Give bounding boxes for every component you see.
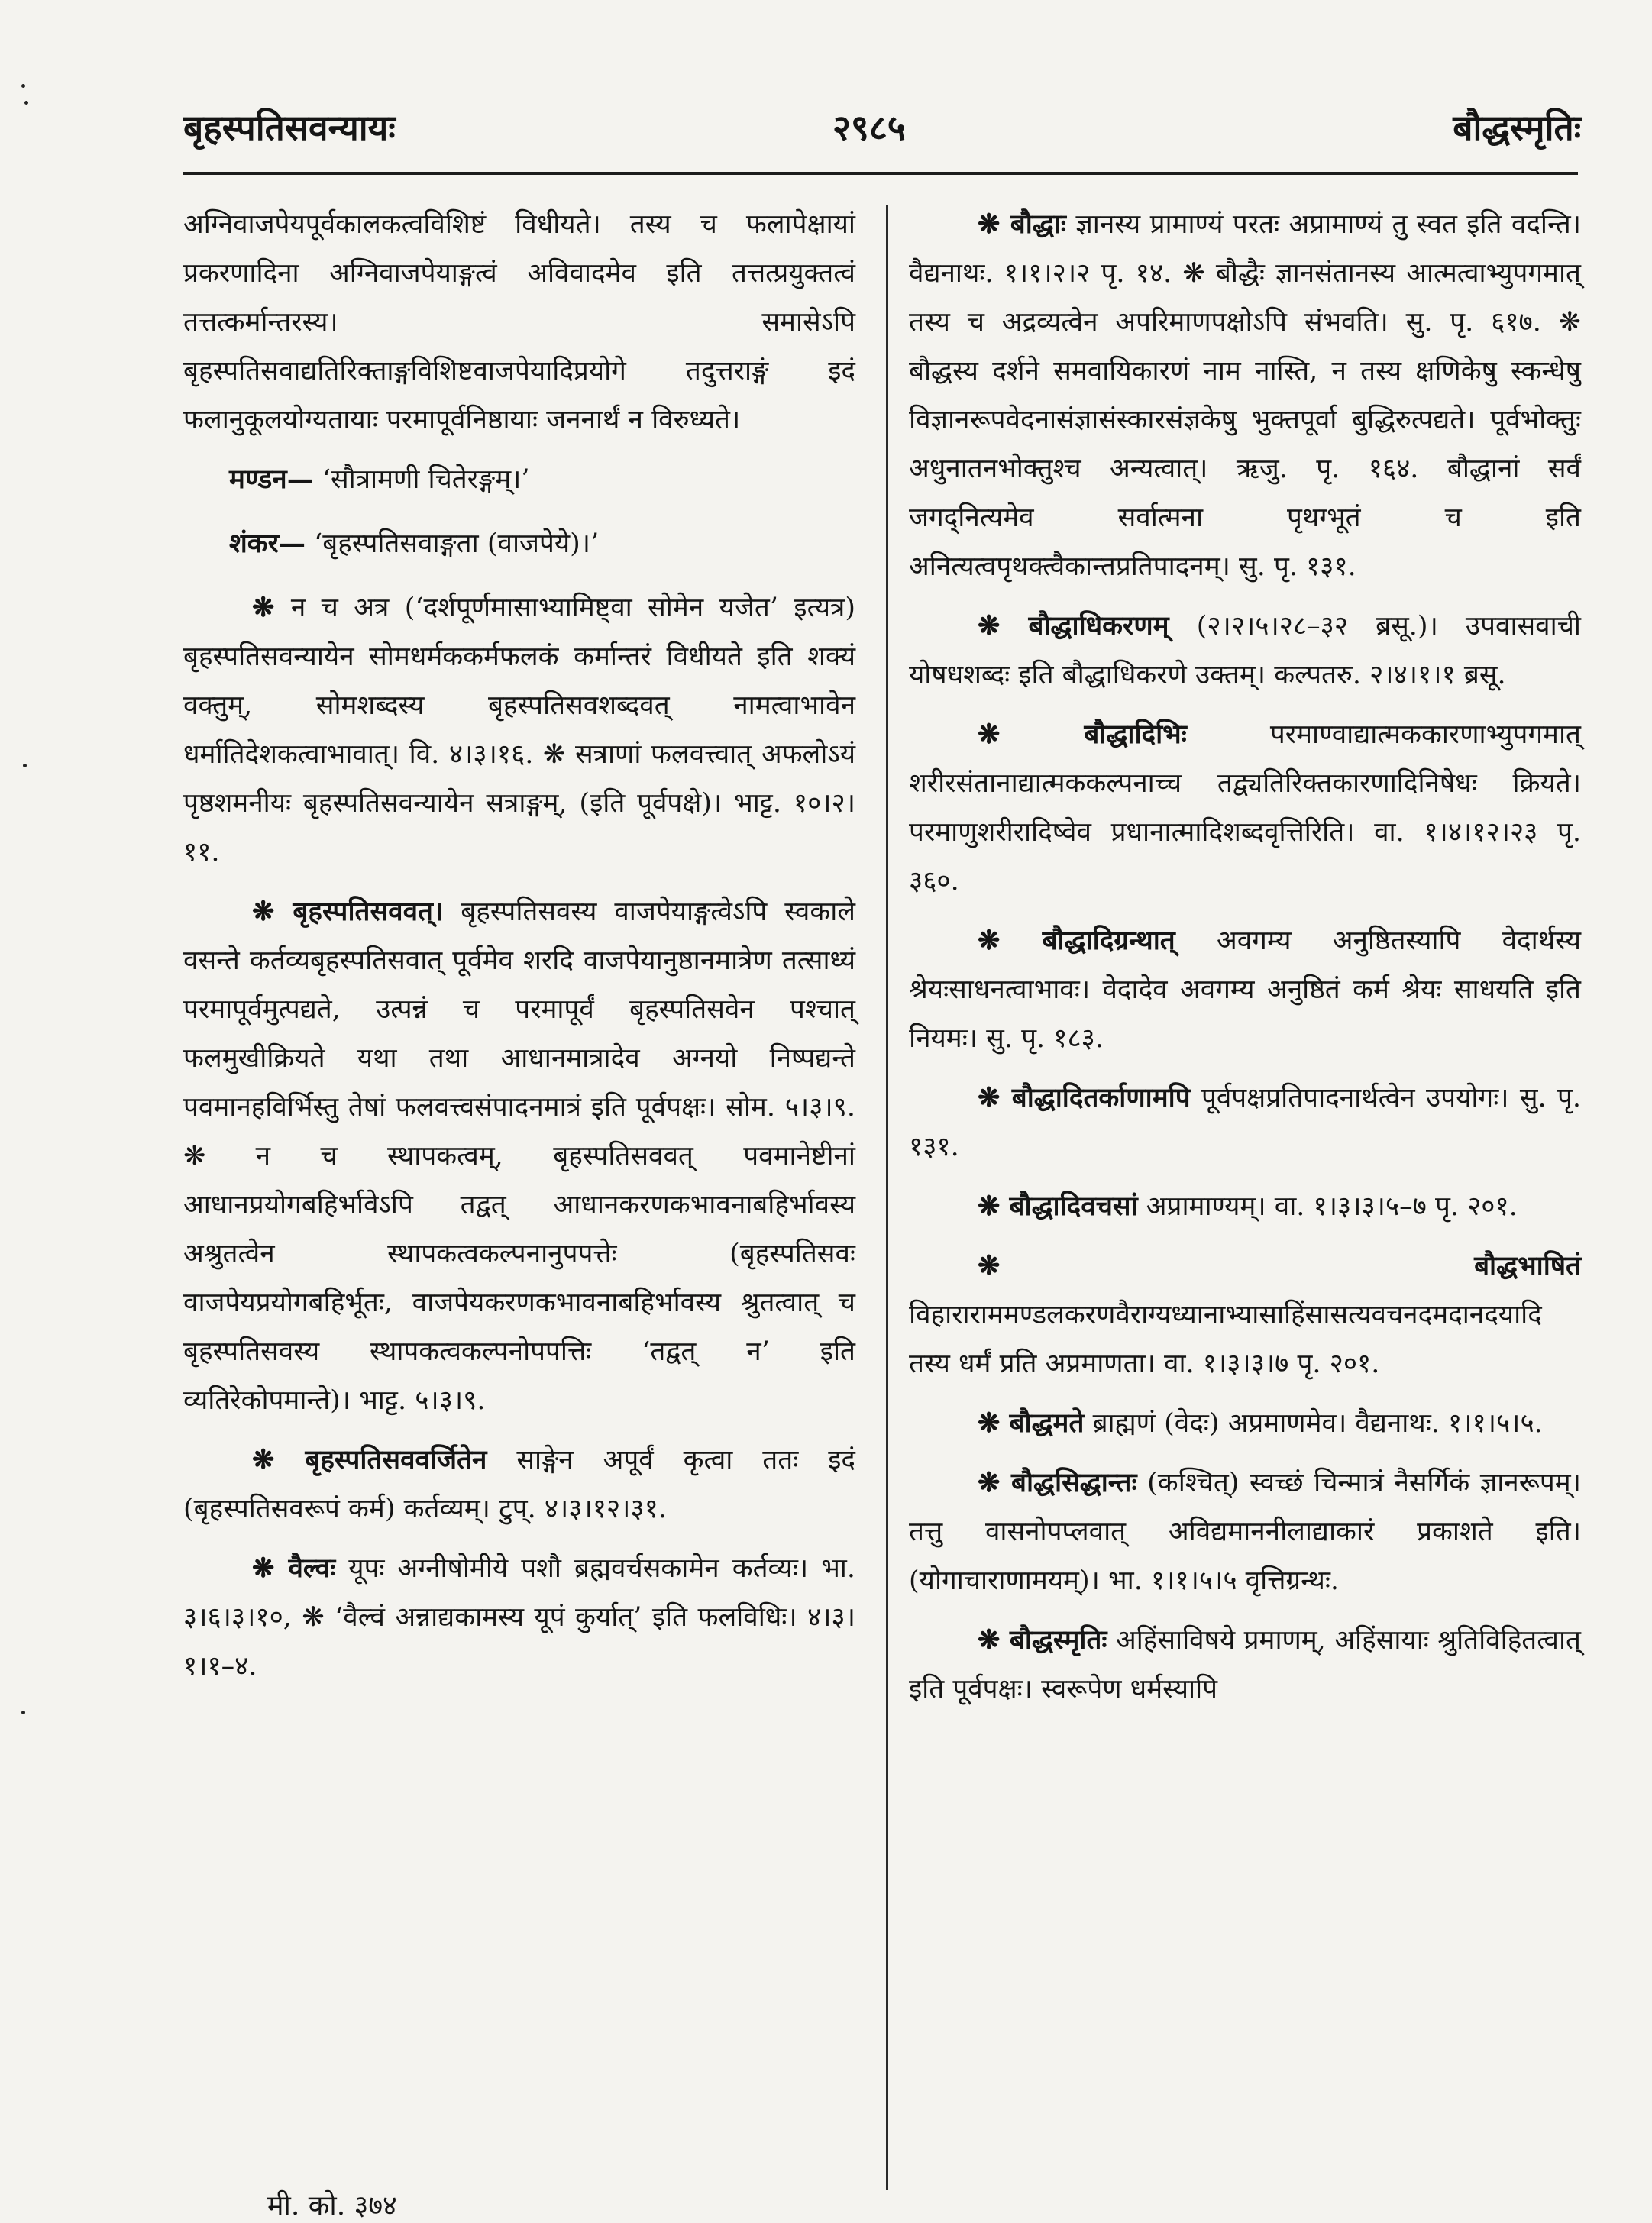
entry	[909, 602, 1581, 700]
entry-head: बृहस्पतिसववर्जितेन	[305, 1444, 487, 1475]
entry	[909, 1616, 1581, 1714]
entry-text: बृहस्पतिसवस्य वाजपेयाङ्गत्वेऽपि स्वकाले वसन्ते कर्तव्यबृहस्पतिसवात् पूर्वमेव शरदि वाजपेयानुष्ठानमात्रेण तत्साध्यं परमापूर्वमुत्पद्यते, उत्पन्नं च परमापूर्वं बृहस्पतिसवेन पश्चात् फलमुखीक्रियते यथा तथा आधानमात्रादेव अग्नयो निष्पद्यन्ते पवमानहविर्भिस्तु तेषां फलवत्त्वसंपादनमात्रं इति पूर्वपक्षः। सोम. ५।३।९. ❋ न च स्थापकत्वम्, बृहस्पतिसववत् पवमानेष्टीनां आधानप्रयोगबहिर्भावेऽपि तद्वत् आधानकरणकभावनाबहिर्भावस्य अश्रुतत्वेन स्थापकत्वकल्पनानुपपत्तेः (बृहस्पतिसवः वाजपेयप्रयोगबहिर्भूतः, वाजपेयकरणकभावनाबहिर्भावस्य श्रुतत्वात् च बृहस्पतिसवस्य स्थापकत्वकल्पनोपपत्तिः ‘तद्वत् न’ इति व्यतिरेकोपमान्ते)। भाट्ट. ५।३।९.	[183, 897, 855, 1416]
entry-marker: ❋	[978, 719, 1085, 750]
entry-marker: ❋	[978, 1082, 1012, 1113]
margin-speck	[24, 101, 28, 105]
entry-text: साङ्गेन अपूर्वं कृत्वा ततः इदं (बृहस्पतिसवरूपं कर्म) कर्तव्यम्। टुप्. ४।३।१२।३१.	[183, 1445, 855, 1524]
entry	[183, 887, 855, 1425]
entry	[909, 1074, 1581, 1171]
entry-marker: ❋	[252, 1553, 289, 1584]
entry	[909, 1182, 1581, 1231]
entry-text: परमाण्वाद्यात्मककारणाभ्युपगमात् शरीरसंतानाद्यात्मककल्पनाच्च तद्व्यतिरिक्तकारणादिनिषेधः क्रियते। परमाणुशरीरादिष्वेव प्रधानात्मादिशब्दवृत्तिरिति। वा. १।४।१२।२३ पृ. ३६०.	[909, 719, 1581, 897]
entry-text: ब्राह्मणं (वेदः) अप्रमाणमेव। वैद्यनाथः. १।१।५।५.	[1092, 1408, 1543, 1439]
entry-head: बौद्धादिग्रन्थात्	[1042, 925, 1175, 956]
entry-head: बौद्धसिद्धान्तः	[1010, 1467, 1137, 1498]
entry-marker: ❋	[978, 610, 1029, 641]
margin-speck	[21, 84, 25, 88]
header-right-title: बौद्धस्मृतिः	[1453, 107, 1581, 148]
entry-text: (कश्चित्) स्वच्छं चिन्मात्रं नैसर्गिकं ज्ञानरूपम्। तत्तु वासनोपप्लवात् अविद्यमाननीलाद्याकारं प्रकाशते इति। (योगाचाराणामयम्)। भा. १।१।५।५ वृत्तिग्रन्थः.	[909, 1468, 1581, 1596]
header-left-title: बृहस्पतिसवन्यायः	[183, 107, 396, 148]
entry-marker: ❋	[978, 925, 1043, 956]
entry-head: बौद्धादितर्काणामपि	[1011, 1082, 1191, 1113]
entry-head: वैल्वः	[288, 1553, 336, 1584]
entry	[183, 583, 855, 877]
entry-text: अवगम्य अनुष्ठितस्यापि वेदार्थस्य श्रेयःसाधनत्वाभावः। वेदादेव अवगम्य अनुष्ठितं कर्म श्रेयः साधयति इति नियमः। सु. पृ. १८३.	[909, 926, 1581, 1054]
entry-text: (२।२।५।२८–३२ ब्रसू.)। उपवासवाची योषधशब्दः इति बौद्धाधिकरणे उक्तम्। कल्पतरु. २।४।१।१ ब्रसू.	[909, 611, 1581, 690]
entry-marker: ❋	[978, 1467, 1011, 1498]
entry-text: न च अत्र (‘दर्शपूर्णमासाभ्यामिष्ट्वा सोमेन यजेत’ इत्यत्र) बृहस्पतिसवन्यायेन सोमधर्मककर्मफलकं कर्मान्तरं विधीयते इति शक्यं वक्तुम्, सोमशब्दस्य बृहस्पतिसवशब्दवत् नामत्वाभावेन धर्मातिदेशकत्वाभावात्। वि. ४।३।१६. ❋ सत्राणां फलवत्त्वात् अफलोऽयं पृष्ठशमनीयः बृहस्पतिसवन्यायेन सत्राङ्गम्, (इति पूर्वपक्षे)। भाट्ट. १०।२।११.	[183, 593, 855, 868]
entry-head: बौद्धादिवचसां	[1009, 1191, 1138, 1222]
entry-marker: ❋	[978, 1250, 1475, 1281]
page-number: २९८५	[832, 107, 906, 148]
quote-text: ‘सौत्रामणी चितेरङ्गम्।’	[322, 464, 530, 495]
entry-marker: ❋	[252, 592, 291, 623]
entry	[909, 1459, 1581, 1605]
entry-marker: ❋	[978, 1407, 1010, 1439]
entry-text: ज्ञानस्य प्रामाण्यं परतः अप्रामाण्यं तु स्वत इति वदन्ति। वैद्यनाथः. १।१।२।२ पृ. १४. ❋ बौद्धैः ज्ञानसंतानस्य आत्मत्वाभ्युपगमात् तस्य च अद्रव्यत्वेन अपरिमाणपक्षोऽपि संभवति। सु. पृ. ६१७. ❋ बौद्धस्य दर्शने समवायिकारणं नाम नास्ति, न तस्य क्षणिकेषु स्कन्धेषु विज्ञानरूपवेदनासंज्ञासंस्कारसंज्ञकेषु भुक्तपूर्वा बुद्धिरुत्पद्यते। पूर्वभोक्तुः अधुनातनभोक्तुश्च अन्यत्वात्। ऋजु. पृ. १६४. बौद्धानां सर्वं जगद्नित्यमेव सर्वात्मना पृथग्भूतं च इति अनित्यत्वपृथक्त्वैकान्तप्रतिपादनम्। सु. पृ. १३१.	[909, 209, 1581, 582]
entry-text: अप्रामाण्यम्। वा. १।३।३।५–७ पृ. २०१.	[1146, 1191, 1518, 1222]
entry-text: पूर्वपक्षप्रतिपादनार्थत्वेन उपयोगः। सु. पृ. १३१.	[909, 1083, 1581, 1162]
header-rule	[183, 172, 1578, 175]
quote-text: ‘बृहस्पतिसवाङ्गता (वाजपेये)।’	[314, 528, 600, 559]
quote-label: शंकर—	[229, 528, 306, 559]
entry	[909, 916, 1581, 1063]
entry	[183, 1544, 855, 1691]
running-header	[183, 103, 1581, 172]
paragraph: अग्निवाजपेयपूर्वकालकत्वविशिष्टं विधीयते। तस्य च फलापेक्षायां प्रकरणादिना अग्निवाजपेयाङ्गत्वं अविवादमेव इति तत्तत्प्रयुक्तत्वं तत्तत्कर्मान्तरस्य। समासेऽपि बृहस्पतिसवाद्यतिरिक्ताङ्गविशिष्टवाजपेयादिप्रयोगे तदुत्तराङ्गं इदं फलानुकूलयोग्यतायाः परमापूर्वनिष्ठायाः जननार्थं न विरुध्यते।	[183, 209, 855, 435]
page-footer: मी. को. ३७४	[267, 2190, 397, 2221]
entry-marker: ❋	[978, 1191, 1010, 1222]
entry-head: बौद्धभाषितं	[1474, 1250, 1581, 1281]
column-divider	[886, 205, 888, 2190]
sub-quote	[183, 455, 855, 504]
entry-head: बौद्धस्मृतिः	[1009, 1624, 1107, 1656]
quote-label: मण्डन—	[229, 464, 314, 495]
entry	[909, 710, 1581, 906]
entry	[909, 1242, 1581, 1388]
right-column	[909, 200, 1581, 1724]
entry-head: बौद्धादिभिः	[1084, 719, 1187, 750]
entry-marker: ❋	[252, 1444, 306, 1475]
entry-marker: ❋	[978, 208, 1010, 240]
entry-head: बौद्धाः	[1010, 208, 1066, 240]
entry	[183, 1436, 855, 1533]
entry-text: विहाराराममण्डलकरणवैराग्यध्यानाभ्यासाहिंसासत्यवचनदमदानदयादि तस्य धर्मं प्रति अप्रमाणता। वा. १।३।३।७ पृ. २०१.	[909, 1300, 1542, 1379]
entry-head: बौद्धमते	[1009, 1407, 1085, 1439]
margin-speck	[23, 764, 27, 767]
entry-marker: ❋	[978, 1624, 1010, 1656]
left-column	[183, 200, 855, 1701]
sub-quote	[183, 519, 855, 568]
entry	[909, 200, 1581, 591]
entry	[909, 1399, 1581, 1448]
entry-text: अहिंसाविषये प्रमाणम्, अहिंसायाः श्रुतिविहितत्वात् इति पूर्वपक्षः। स्वरूपेण धर्मस्यापि	[909, 1625, 1581, 1704]
entry-head: बौद्धाधिकरणम्	[1028, 610, 1169, 641]
entry-text: यूपः अग्नीषोमीये पशौ ब्रह्मवर्चसकामेन कर्तव्यः। भा. ३।६।३।१०, ❋ ‘वैल्वं अन्नाद्यकामस्य यूपं कुर्यात्’ इति फलविधिः। ४।३।१।१–४.	[183, 1553, 855, 1682]
entry-marker: ❋	[252, 896, 293, 927]
entry-head: बृहस्पतिसववत्।	[293, 896, 444, 927]
margin-speck	[21, 1711, 25, 1714]
